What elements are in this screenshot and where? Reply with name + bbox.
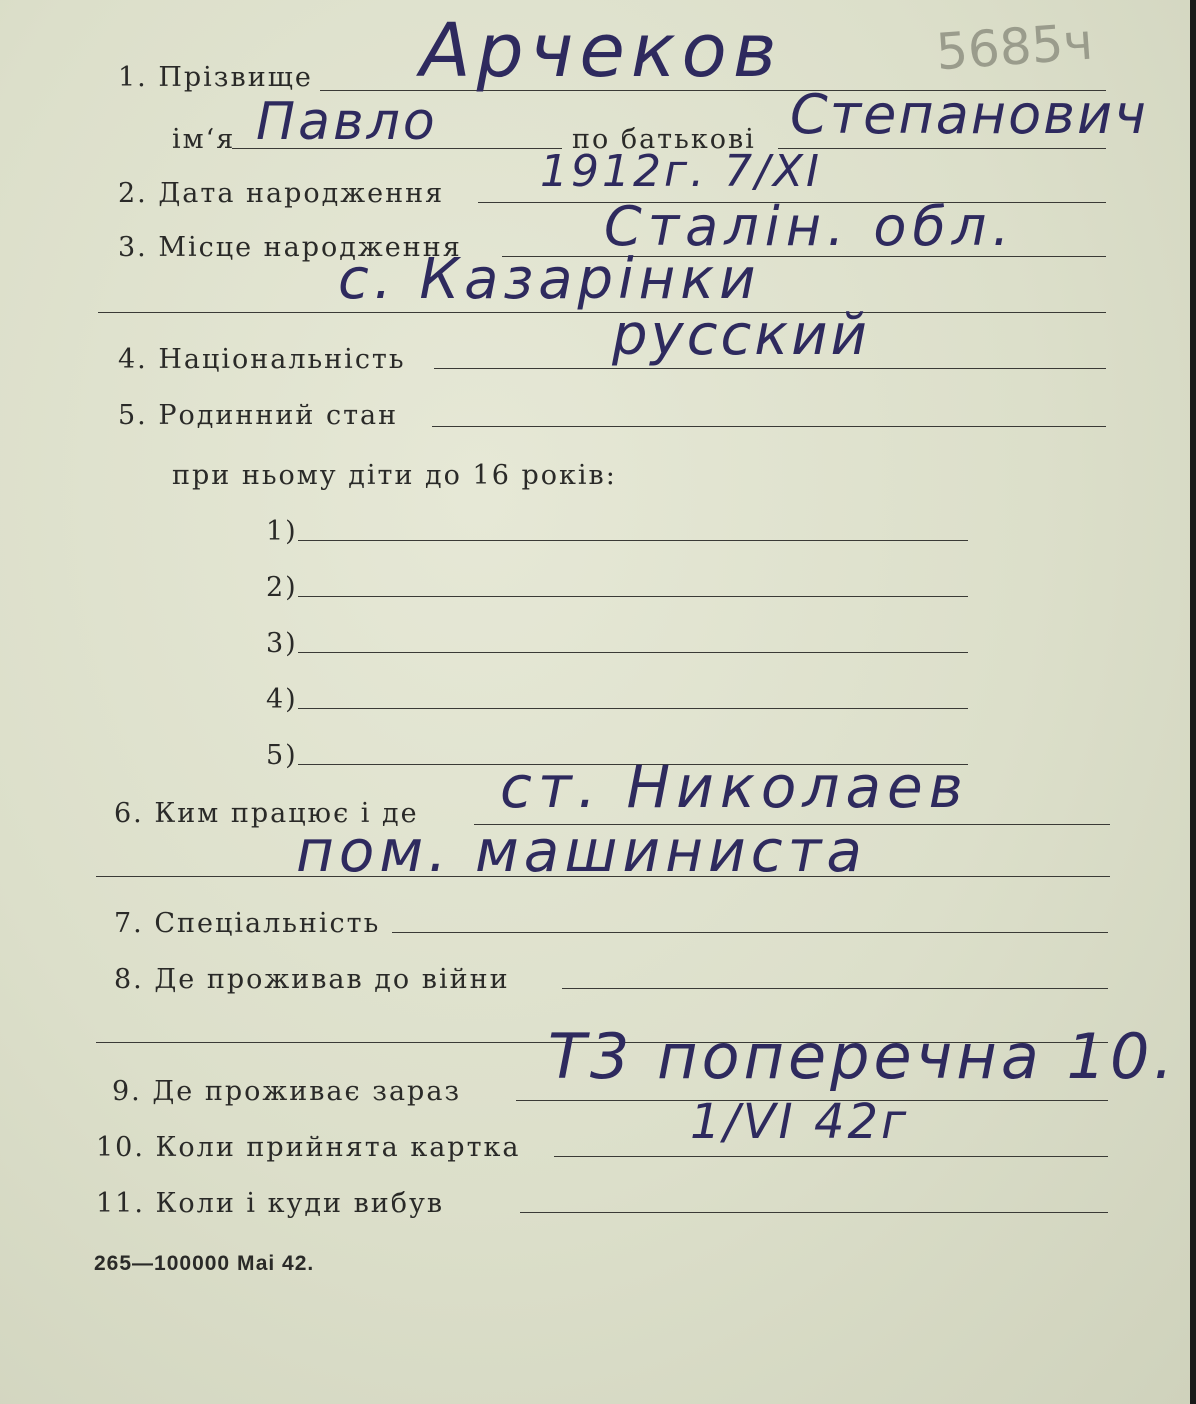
nationality-label: 4. Національність bbox=[118, 344, 406, 375]
current-residence-value: Т3 поперечна 10. bbox=[548, 1020, 1178, 1093]
child-5-label: 5) bbox=[266, 740, 298, 771]
prewar-residence-line bbox=[562, 988, 1108, 989]
departure-label: 11. Коли і куди вибув bbox=[96, 1188, 445, 1219]
nationality-value: русский bbox=[612, 303, 870, 368]
specialty-line bbox=[392, 932, 1108, 933]
child-1-line bbox=[298, 540, 968, 541]
birth-place-line-2 bbox=[98, 312, 1106, 313]
work-value-1: ст. Николаев bbox=[500, 753, 969, 821]
current-residence-label: 9. Де проживає зараз bbox=[112, 1076, 462, 1107]
children-label: при ньому діти до 16 років: bbox=[172, 460, 617, 491]
family-status-line bbox=[432, 426, 1106, 427]
work-label: 6. Ким працює і де bbox=[114, 798, 419, 829]
work-value-2: пом. машиниста bbox=[296, 817, 867, 885]
child-2-label: 2) bbox=[266, 572, 298, 603]
birth-place-value-2: с. Казарінки bbox=[338, 247, 761, 312]
birth-date-value: 1912г. 7/XI bbox=[540, 146, 823, 197]
child-3-line bbox=[298, 652, 968, 653]
prewar-residence-label: 8. Де проживав до війни bbox=[114, 964, 510, 995]
card-number-stamp: 5685ч bbox=[934, 12, 1095, 82]
child-1-label: 1) bbox=[266, 516, 298, 547]
card-accepted-value: 1/VI 42г bbox=[690, 1094, 910, 1150]
card-accepted-label: 10. Коли прийнята картка bbox=[96, 1132, 521, 1163]
patronymic-value: Степанович bbox=[790, 83, 1148, 146]
specialty-label: 7. Спеціальність bbox=[114, 908, 381, 939]
card-accepted-line bbox=[554, 1156, 1108, 1157]
child-3-label: 3) bbox=[266, 628, 298, 659]
child-4-line bbox=[298, 708, 968, 709]
birth-place-label: 3. Місце народження bbox=[118, 232, 462, 263]
print-code: 265—100000 Маі 42. bbox=[94, 1252, 315, 1275]
child-4-label: 4) bbox=[266, 684, 298, 715]
birth-place-value-1: Сталін. обл. bbox=[604, 195, 1016, 258]
family-status-label: 5. Родинний стан bbox=[118, 400, 399, 431]
child-2-line bbox=[298, 596, 968, 597]
first-name-value: Павло bbox=[256, 92, 438, 152]
surname-value: Арчеков bbox=[420, 8, 783, 94]
patronymic-label: по батькові bbox=[572, 124, 756, 155]
nationality-line bbox=[434, 368, 1106, 369]
departure-line bbox=[520, 1212, 1108, 1213]
patronymic-line bbox=[778, 148, 1106, 149]
first-name-label: ім‘я bbox=[172, 124, 236, 155]
surname-label: 1. Прізвище bbox=[118, 62, 313, 93]
card-edge-shadow bbox=[1190, 0, 1196, 1404]
birth-date-label: 2. Дата народження bbox=[118, 178, 445, 209]
